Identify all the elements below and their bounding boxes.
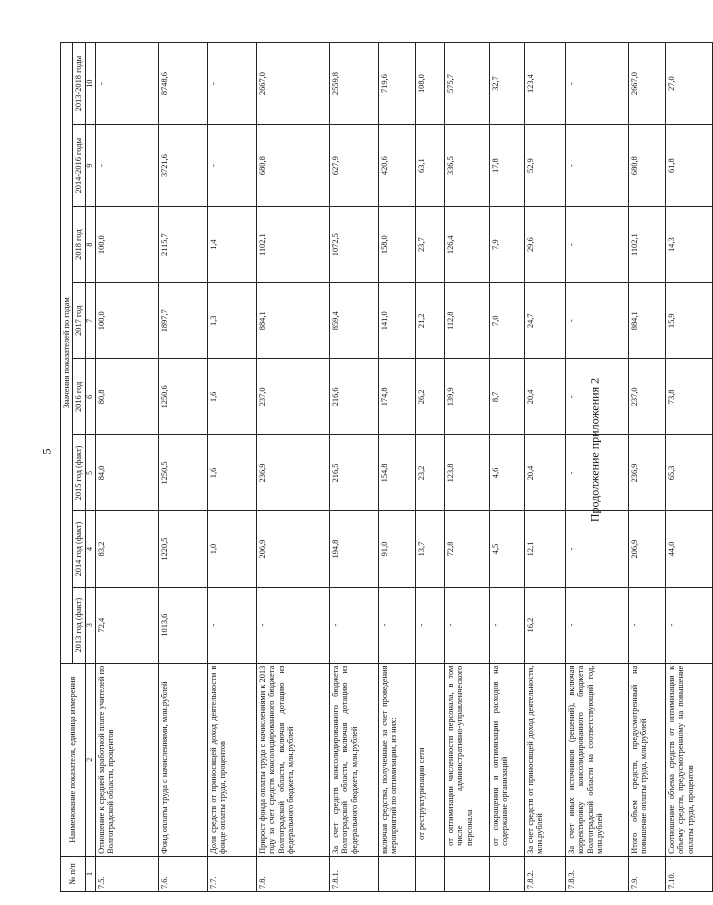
header-name: Наименование показателя, единица измерения [61, 663, 86, 856]
cell-value: - [565, 125, 628, 207]
cell-value: 336,5 [444, 125, 489, 207]
cell-value: 73,8 [665, 359, 712, 435]
cell-value: 29,6 [524, 207, 565, 283]
header-num: № п/п [61, 856, 86, 891]
header-year: 2013-2018 годы [73, 43, 85, 125]
cell-value: - [95, 125, 158, 207]
table-row [95, 43, 158, 892]
cell-value: 1,3 [207, 283, 256, 359]
row-num: 7.9. [628, 856, 665, 891]
row-num: 7.8.2. [524, 856, 565, 891]
cell-value: 216,5 [329, 435, 378, 511]
cell-value: 1250,5 [158, 435, 207, 511]
cell-value: - [415, 587, 444, 663]
cell-value: 123,8 [444, 435, 489, 511]
table-row [444, 43, 489, 892]
row-name: За счет иных источников (решений), включая корректировку консолидированного бюджета Волгоградской области на соответствующий год, млн.рублей [565, 663, 628, 856]
cell-value: - [444, 587, 489, 663]
table-row [158, 43, 207, 892]
cell-value: - [565, 435, 628, 511]
row-num: 7.8. [256, 856, 329, 891]
cell-value: 4,5 [489, 511, 524, 587]
cell-value: 154,8 [378, 435, 415, 511]
cell-value: 14,3 [665, 207, 712, 283]
row-num [415, 856, 444, 891]
row-num: 7.8.3. [565, 856, 628, 891]
row-name: За счет средств от приносящей доход деятельности, млн.рублей [524, 663, 565, 856]
cell-value: 108,0 [415, 43, 444, 125]
table-row [524, 43, 565, 892]
cell-value: 44,0 [665, 511, 712, 587]
table-row [329, 43, 378, 892]
cell-value: 884,1 [256, 283, 329, 359]
cell-value: 237,0 [628, 359, 665, 435]
cell-value: 123,4 [524, 43, 565, 125]
header-year: 2013 год (факт) [73, 587, 85, 663]
row-num: 7.5. [95, 856, 158, 891]
col-number: 6 [85, 359, 95, 435]
cell-value: 2115,7 [158, 207, 207, 283]
row-name: от оптимизации численности персонала, в том числе административно-управленческого персонала [444, 663, 489, 856]
cell-value: 8,7 [489, 359, 524, 435]
header-year: 2015 год (факт) [73, 435, 85, 511]
cell-value: - [378, 587, 415, 663]
cell-value: 23,7 [415, 207, 444, 283]
cell-value: 1072,5 [329, 207, 378, 283]
col-number: 2 [85, 663, 95, 856]
cell-value: 32,7 [489, 43, 524, 125]
cell-value: 236,9 [628, 435, 665, 511]
table-row [565, 43, 628, 892]
cell-value: 2667,0 [256, 43, 329, 125]
cell-value: 575,7 [444, 43, 489, 125]
cell-value: 216,6 [329, 359, 378, 435]
cell-value: - [329, 587, 378, 663]
cell-value: 15,9 [665, 283, 712, 359]
table-row [256, 43, 329, 892]
cell-value: 2667,0 [628, 43, 665, 125]
cell-value: 84,0 [95, 435, 158, 511]
cell-value: 1,0 [207, 511, 256, 587]
cell-value: 83,2 [95, 511, 158, 587]
cell-value: 65,3 [665, 435, 712, 511]
cell-value: 1013,6 [158, 587, 207, 663]
header-year: 2016 год [73, 359, 85, 435]
cell-value: 174,8 [378, 359, 415, 435]
cell-value: 139,9 [444, 359, 489, 435]
cell-value: 194,8 [329, 511, 378, 587]
col-number: 10 [85, 43, 95, 125]
cell-value: 72,8 [444, 511, 489, 587]
cell-value: 1,6 [207, 435, 256, 511]
row-num [378, 856, 415, 891]
continuation-label: Продолжение приложения 2 [587, 377, 602, 523]
col-number: 8 [85, 207, 95, 283]
cell-value: 7,0 [489, 283, 524, 359]
cell-value: - [565, 511, 628, 587]
header-year: 2014 год (факт) [73, 511, 85, 587]
cell-value: 80,8 [95, 359, 158, 435]
cell-value: 1,4 [207, 207, 256, 283]
cell-value: 27,0 [665, 43, 712, 125]
cell-value: - [256, 587, 329, 663]
cell-value: - [565, 43, 628, 125]
row-num: 7.10. [665, 856, 712, 891]
cell-value: 100,0 [95, 283, 158, 359]
col-number: 1 [85, 856, 95, 891]
row-name: Соотношение объема средств от оптимизации к объему средств, предусмотренному на повышение оплаты труда, процентов [665, 663, 712, 856]
header-year: 2018 год [73, 207, 85, 283]
header-year: 2014-2016 годы [73, 125, 85, 207]
cell-value: - [628, 587, 665, 663]
cell-value: 16,2 [524, 587, 565, 663]
cell-value: - [665, 587, 712, 663]
col-number: 9 [85, 125, 95, 207]
cell-value: 680,8 [256, 125, 329, 207]
indicators-table [60, 42, 713, 892]
cell-value: 52,9 [524, 125, 565, 207]
cell-value: 13,7 [415, 511, 444, 587]
cell-value: 141,0 [378, 283, 415, 359]
cell-value: 1102,1 [628, 207, 665, 283]
row-num: 7.6. [158, 856, 207, 891]
cell-value: 20,4 [524, 435, 565, 511]
cell-value: 237,0 [256, 359, 329, 435]
cell-value: - [207, 43, 256, 125]
cell-value: 100,0 [95, 207, 158, 283]
row-name: от реструктуризации сети [415, 663, 444, 856]
row-name: от сокращения и оптимизации расходов на содержание организаций [489, 663, 524, 856]
cell-value: 17,8 [489, 125, 524, 207]
row-num: 7.8.1. [329, 856, 378, 891]
table-row [378, 43, 415, 892]
cell-value: - [565, 359, 628, 435]
cell-value: 3721,6 [158, 125, 207, 207]
table-row [665, 43, 712, 892]
header-year: 2017 год [73, 283, 85, 359]
cell-value: 1102,1 [256, 207, 329, 283]
row-name: включая средства, полученные за счет проведения мероприятий по оптимизации, из них: [378, 663, 415, 856]
col-number: 5 [85, 435, 95, 511]
cell-value: 1,6 [207, 359, 256, 435]
cell-value: - [207, 125, 256, 207]
cell-value: 2559,8 [329, 43, 378, 125]
row-name: За счет средств консолидированного бюджета Волгоградской области, включая дотацию из федерального бюджета, млн.рублей [329, 663, 378, 856]
row-num [444, 856, 489, 891]
cell-value: 680,8 [628, 125, 665, 207]
cell-value: 4,6 [489, 435, 524, 511]
row-name: Прирост фонда оплаты труда с начислениями к 2013 году за счет средств консолидированного бюджета Волгоградской области, включая дотацию из федерального бюджета, млн.рублей [256, 663, 329, 856]
table-row [628, 43, 665, 892]
cell-value: 8748,6 [158, 43, 207, 125]
row-num [489, 856, 524, 891]
cell-value: 72,4 [95, 587, 158, 663]
cell-value: - [207, 587, 256, 663]
cell-value: 23,2 [415, 435, 444, 511]
cell-value: - [489, 587, 524, 663]
table-row [489, 43, 524, 892]
row-name: Фонд оплаты труда с начислениями, млн.рублей [158, 663, 207, 856]
cell-value: 206,9 [256, 511, 329, 587]
cell-value: 236,9 [256, 435, 329, 511]
cell-value: 420,6 [378, 125, 415, 207]
page-number: 5 [39, 448, 54, 455]
cell-value: 12,1 [524, 511, 565, 587]
cell-value: 63,1 [415, 125, 444, 207]
cell-value: 20,4 [524, 359, 565, 435]
col-number: 4 [85, 511, 95, 587]
cell-value: 627,9 [329, 125, 378, 207]
cell-value: 884,1 [628, 283, 665, 359]
table-row [207, 43, 256, 892]
cell-value: - [565, 207, 628, 283]
cell-value: 61,8 [665, 125, 712, 207]
cell-value: 719,6 [378, 43, 415, 125]
cell-value: 112,8 [444, 283, 489, 359]
cell-value: 206,9 [628, 511, 665, 587]
cell-value: 7,9 [489, 207, 524, 283]
cell-value: 91,0 [378, 511, 415, 587]
cell-value: 21,2 [415, 283, 444, 359]
cell-value: 1220,5 [158, 511, 207, 587]
cell-value: 1250,6 [158, 359, 207, 435]
col-number: 7 [85, 283, 95, 359]
cell-value: 26,2 [415, 359, 444, 435]
cell-value: 126,4 [444, 207, 489, 283]
cell-value: 1897,7 [158, 283, 207, 359]
row-name: Доля средств от приносящей доход деятельности в фонде оплаты труда, процентов [207, 663, 256, 856]
row-num: 7.7. [207, 856, 256, 891]
cell-value: 859,4 [329, 283, 378, 359]
cell-value: 24,7 [524, 283, 565, 359]
cell-value: - [95, 43, 158, 125]
row-name: Отношение к средней заработной плате учителей по Волгоградской области, процентов [95, 663, 158, 856]
cell-value: 158,0 [378, 207, 415, 283]
header-group: Значения показателей по годам [61, 43, 73, 664]
table-row [415, 43, 444, 892]
cell-value: - [565, 587, 628, 663]
row-name: Итого объем средств, предусмотренный на повышение оплаты труда, млн.рублей [628, 663, 665, 856]
col-number: 3 [85, 587, 95, 663]
cell-value: - [565, 283, 628, 359]
